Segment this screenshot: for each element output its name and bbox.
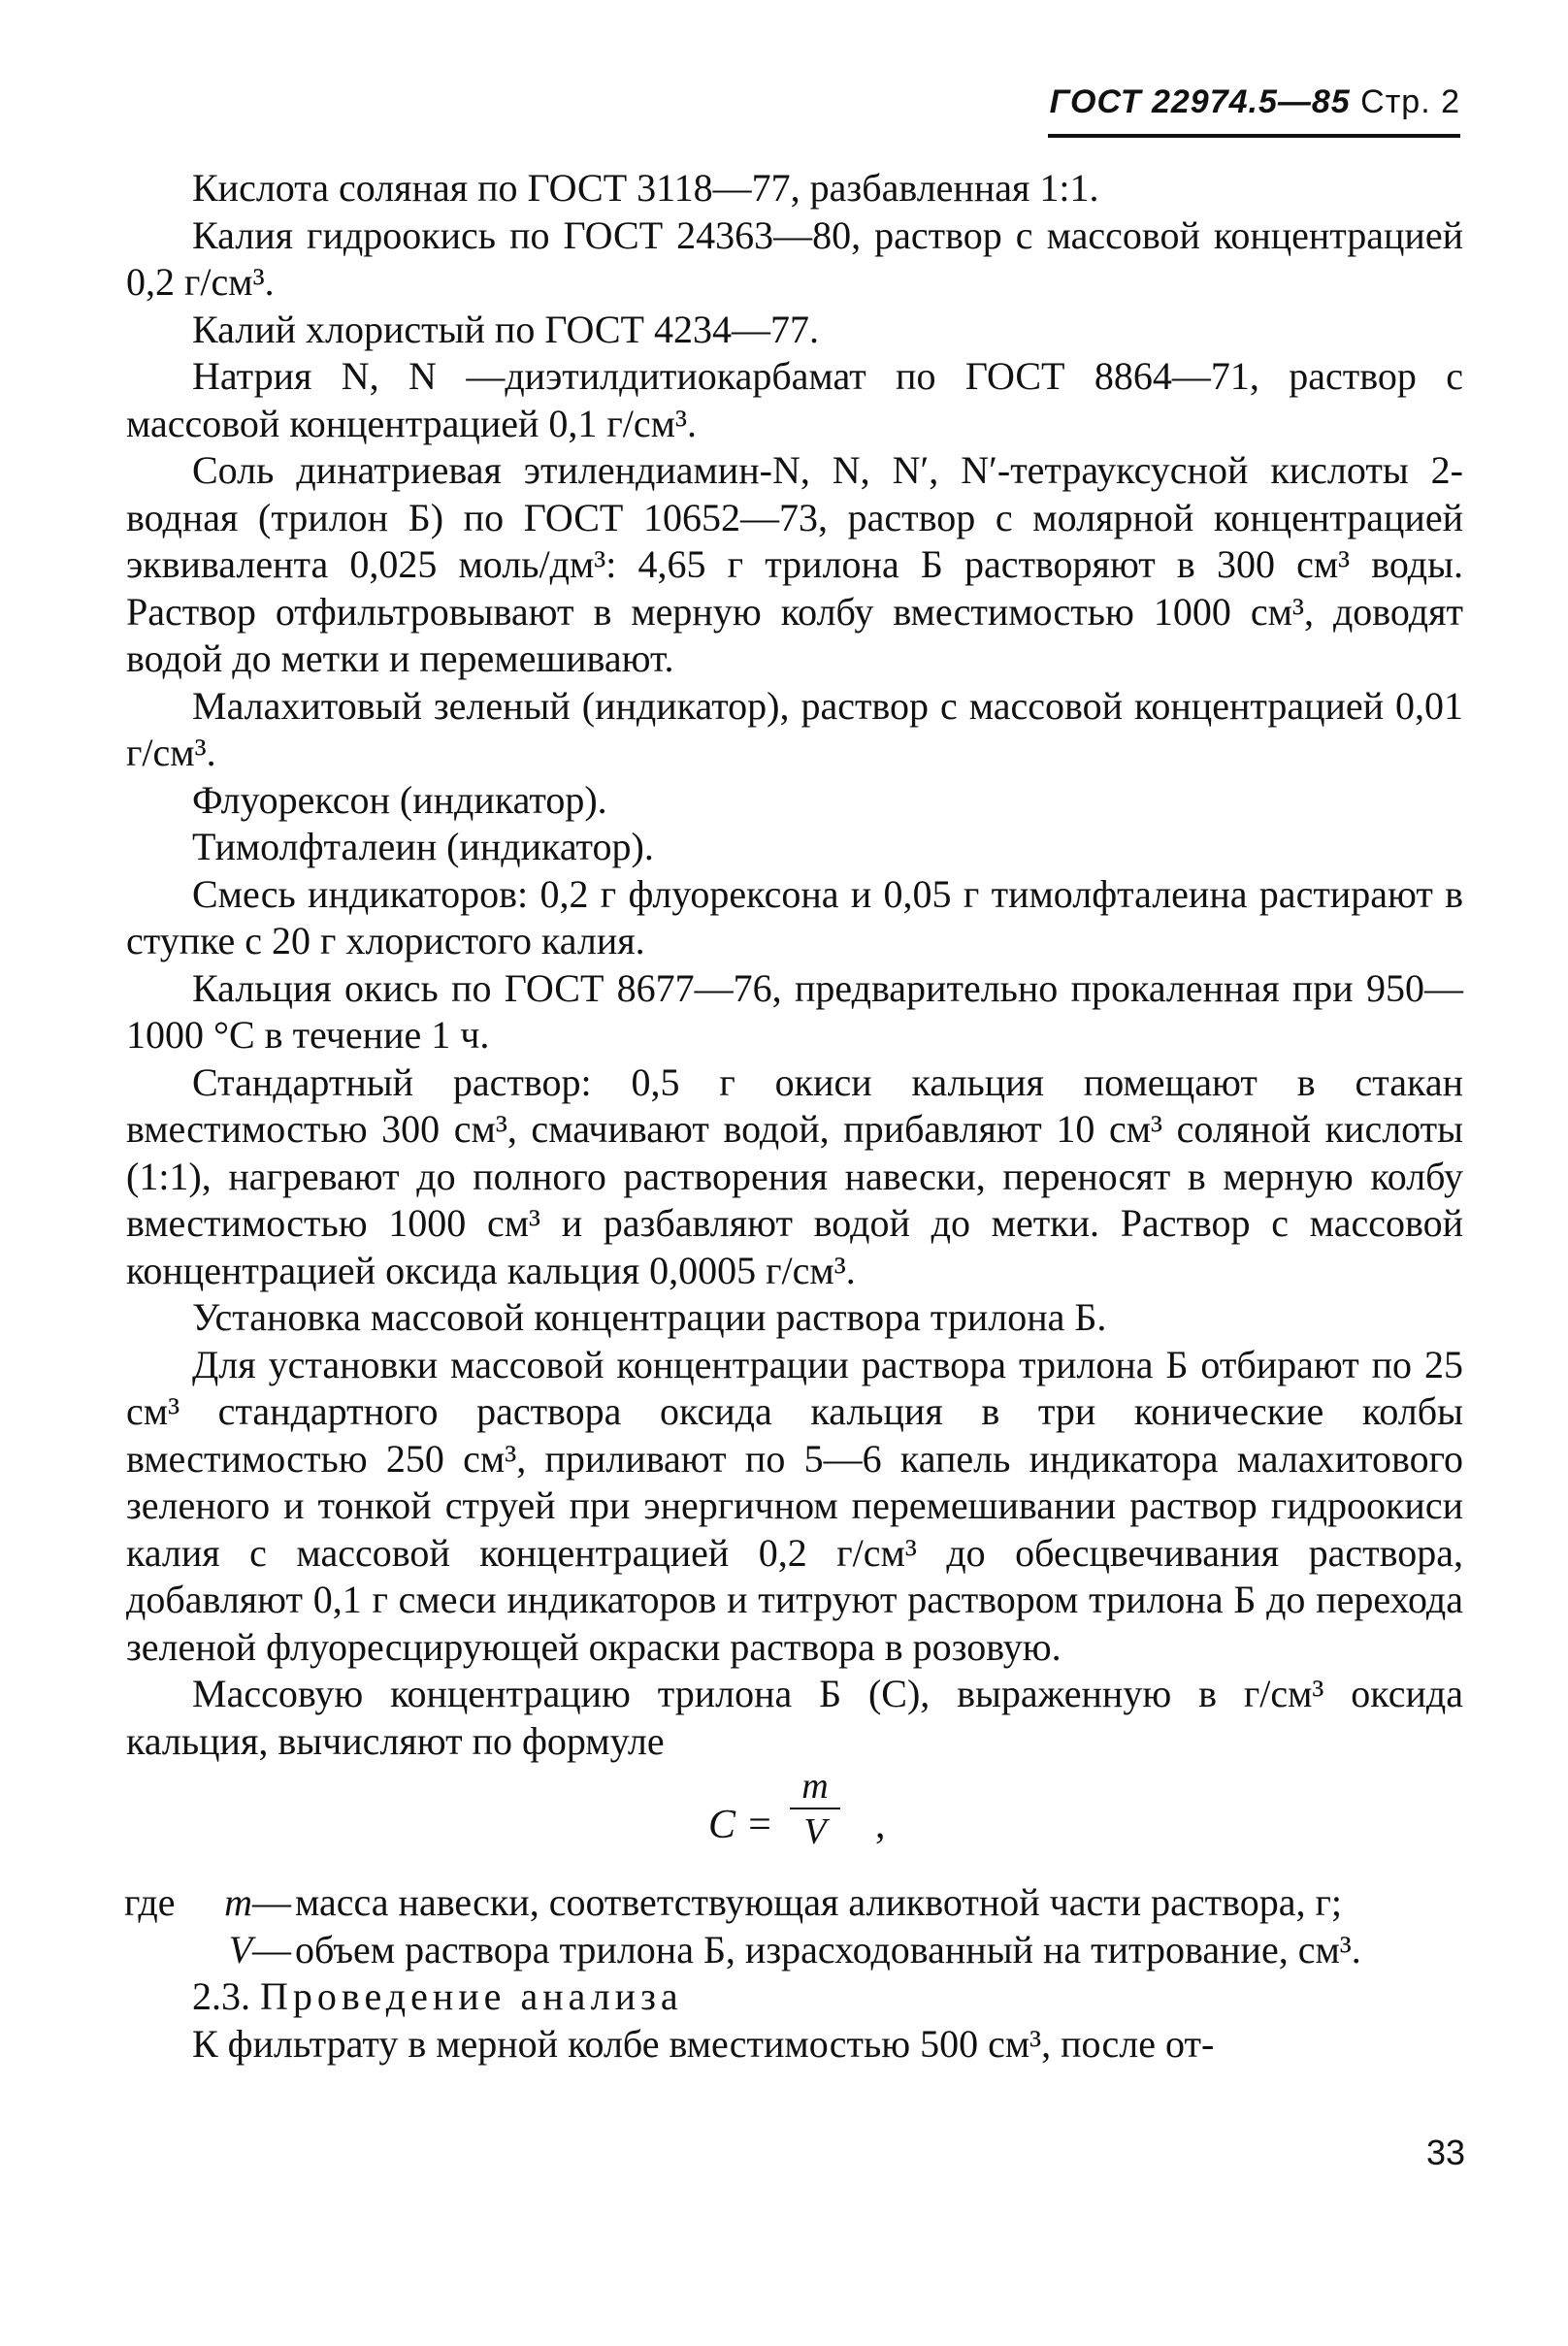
page-label: Стр. 2 (1360, 83, 1460, 120)
definition-text: — объем раствора трилона Б, израсходованный на титрование, см³. (252, 1927, 1361, 1971)
definition-row (124, 1879, 1463, 1927)
paragraph: Калия гидроокись по ГОСТ 24363—80, раствор с массовой концентрацией 0,2 г/см³. (126, 212, 1463, 304)
formula-tail: , (875, 1803, 886, 1847)
paragraph: Для установки массовой концентрации раствора трилона Б отбирают по 25 см³ стандартного раствора оксида кальция в три конические колбы вместимостью 250 см³, приливают по 5—6 капель индикатора малахитового зеленого и тонкой струей при энергичном перемешивании раствор гидроокиси калия с массовой концентрацией 0,2 г/см³ до обесцвечивания раствора, добавляют 0,1 г смеси индикаторов и титруют раствором трилона Б до перехода зеленой флуоресцирующей окраски раствора в розовую. (126, 1342, 1463, 1669)
page-number: 33 (1425, 2133, 1465, 2172)
standard-number: ГОСТ 22974.5—85 (1049, 83, 1351, 120)
paragraph: Натрия N, N —диэтилдитиокарбамат по ГОСТ 8864—71, раствор с массовой концентрацией 0,1 г/см³. (126, 354, 1463, 445)
paragraph: Смесь индикаторов: 0,2 г флуорексона и 0,05 г тимолфталеина растирают в ступке с 20 г хлористого калия. (126, 871, 1463, 962)
paragraph: Стандартный раствор: 0,5 г окиси кальция помещают в стакан вместимостью 300 см³, смачивают водой, прибавляют 10 см³ соляной кислоты (1:1), нагревают до полного растворения навески, переносят в мерную колбу вместимостью 1000 см³ и разбавляют водой до метки. Раствор с массовой концентрацией оксида кальция 0,0005 г/см³. (126, 1059, 1463, 1292)
definitions-lead: где (124, 1880, 176, 1924)
definition-symbol: m (224, 1880, 252, 1924)
paragraph: Кислота соляная по ГОСТ 3118—77, разбавленная 1:1. (192, 166, 1099, 210)
formula-lhs: C = (708, 1803, 773, 1847)
paragraph: Калий хлористый по ГОСТ 4234—77. (192, 307, 819, 351)
paragraph: Тимолфталеин (индикатор). (192, 825, 654, 868)
paragraph: Соль динатриевая этилендиамин-N, N, N′, N′-тетрауксусной кислоты 2-водная (трилон Б) по ГОСТ 10652—73, раствор с молярной концентрацией эквивалента 0,025 моль/дм³: 4,65 г трилона Б растворяют в 300 см³ воды. Раствор отфильтровывают в мерную колбу вместимостью 1000 см³, доводят водой до метки и перемешивают. (126, 448, 1463, 680)
formula (126, 1765, 1463, 1879)
definition-symbol: V (228, 1927, 252, 1971)
section-title: Проведение анализа (260, 1974, 683, 2018)
header-rule (1048, 134, 1460, 138)
definition-text: — масса навески, соответствующая аликвотной части раствора, г; (252, 1880, 1343, 1924)
formula-denominator: V (803, 1811, 827, 1852)
section-heading (126, 1973, 1463, 2021)
definition-row (124, 1927, 1463, 1974)
formula-definitions (124, 1879, 1463, 1973)
section-number: 2.3. (192, 1974, 250, 2018)
paragraph: Установка массовой концентрации раствора трилона Б. (192, 1295, 1107, 1339)
paragraph: Малахитовый зеленый (индикатор), раствор с массовой концентрацией 0,01 г/см³. (126, 683, 1463, 774)
body-text (126, 165, 1463, 2068)
paragraph: Флуорексон (индикатор). (192, 777, 607, 822)
formula-numerator: m (801, 1766, 829, 1807)
definition-text-value: масса навески, соответствующая аликвотной части раствора, г; (295, 1880, 1343, 1924)
fraction-bar (790, 1808, 840, 1809)
paragraph: К фильтрату в мерной колбе вместимостью 500 см³, после от- (192, 2021, 1215, 2066)
formula-fraction (790, 1767, 840, 1852)
paragraph: Массовую концентрацию трилона Б (С), выраженную в г/см³ оксида кальция, вычисляют по формуле (126, 1672, 1463, 1763)
definition-text-value: объем раствора трилона Б, израсходованный на титрование, см³. (295, 1927, 1361, 1971)
page-header (1048, 83, 1460, 121)
paragraph: Кальция окись по ГОСТ 8677—76, предварительно прокаленная при 950—1000 °С в течение 1 ч. (126, 965, 1463, 1057)
